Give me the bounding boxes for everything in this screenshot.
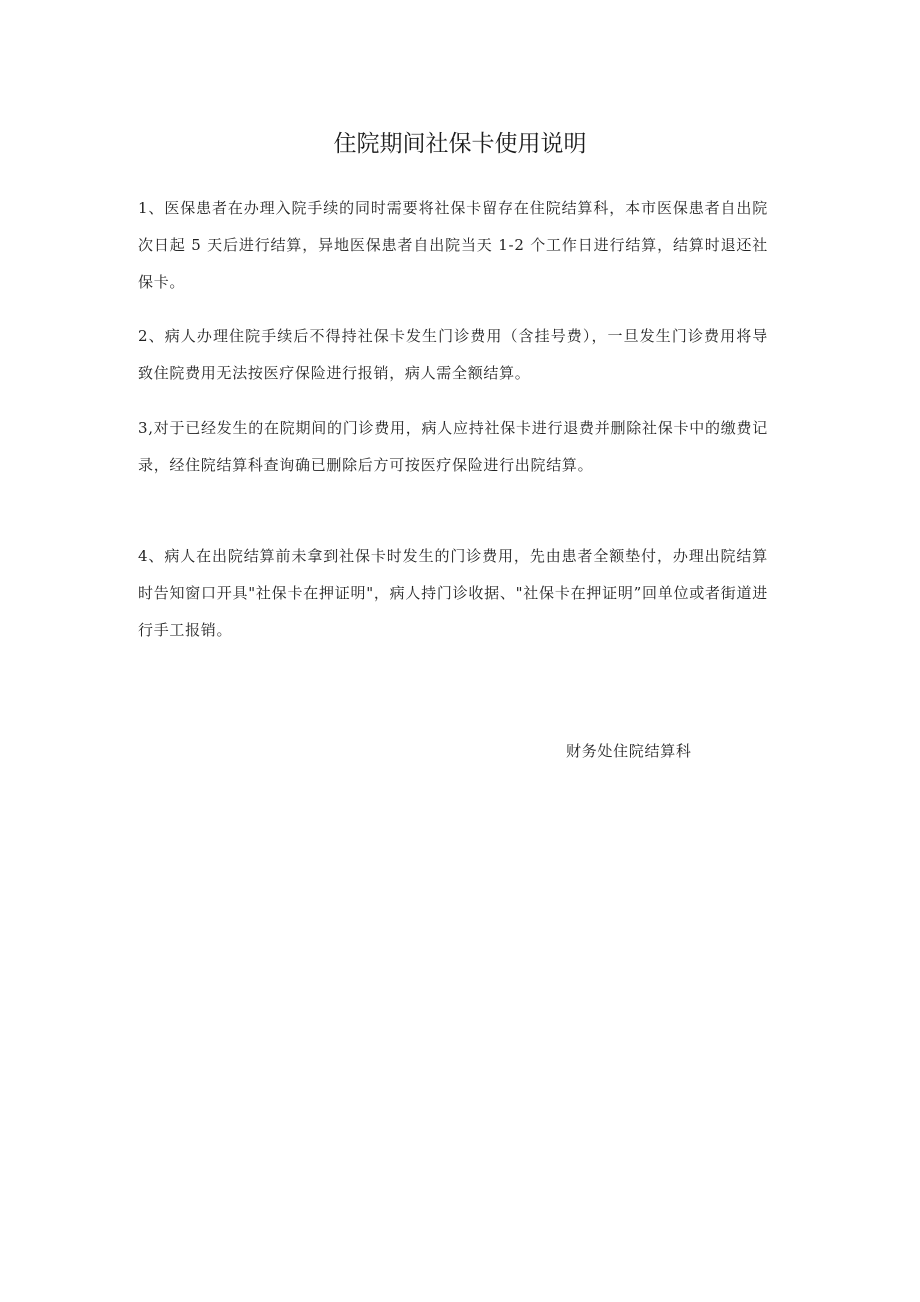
- document-title: 住院期间社保卡使用说明: [333, 131, 587, 157]
- paragraph-4: 4、病人在出院结算前未拿到社保卡时发生的门诊费用，先由患者全额垫付，办理出院结算时告知窗口开具"社保卡在押证明"，病人持门诊收据、"社保卡在押证明”回单位或者街道进行手工报销。: [138, 547, 768, 639]
- signature-department: 财务处住院结算科: [566, 742, 692, 760]
- paragraph-3: 3,对于已经发生的在院期间的门诊费用，病人应持社保卡进行退费并删除社保卡中的缴费记录，经住院结算科查询确已删除后方可按医疗保险进行出院结算。: [138, 419, 768, 474]
- paragraph-2: 2、病人办理住院手续后不得持社保卡发生门诊费用（含挂号费），一旦发生门诊费用将导致住院费用无法按医疗保险进行报销，病人需全额结算。: [138, 327, 768, 382]
- paragraph-1: 1、医保患者在办理入院手续的同时需要将社保卡留存在住院结算科，本市医保患者自出院次日起 5 天后进行结算，异地医保患者自出院当天 1-2 个工作日进行结算，结算时退还社保卡。: [138, 199, 768, 291]
